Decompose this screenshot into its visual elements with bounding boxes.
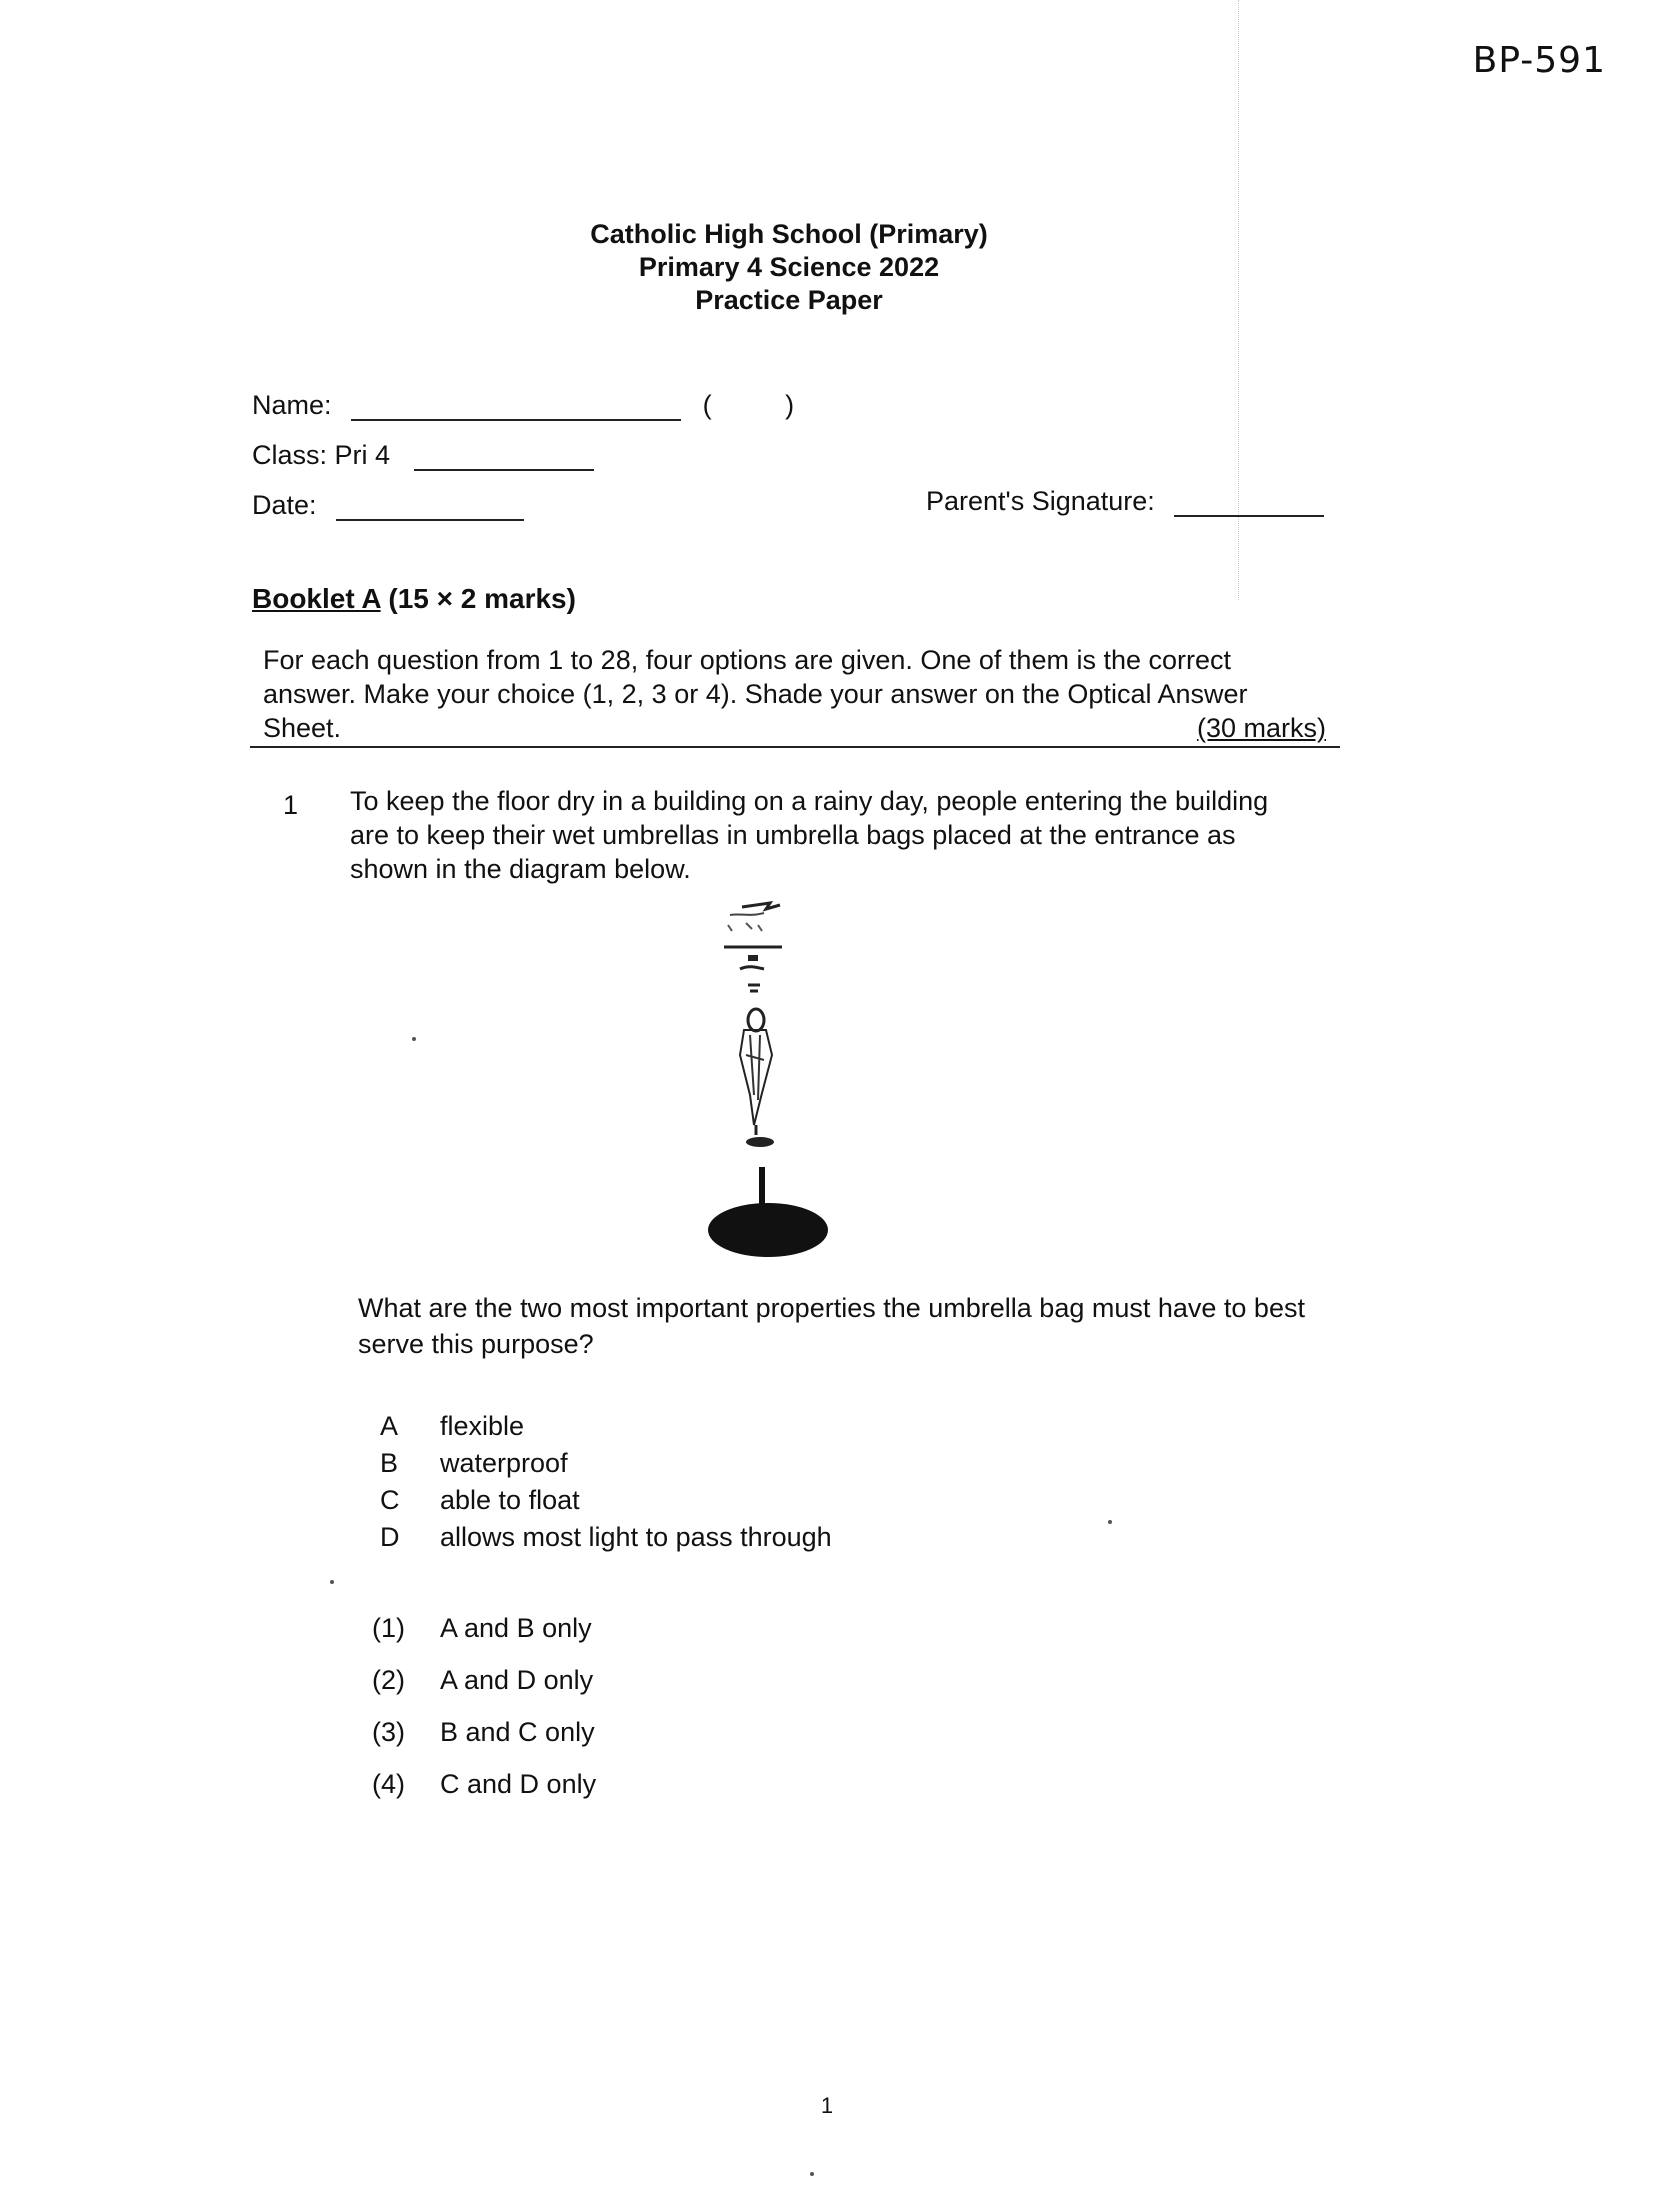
paper-type: Practice Paper — [695, 285, 883, 315]
stand-pole-and-base — [708, 1137, 828, 1257]
umbrella-bag-dispenser-icon — [724, 903, 782, 991]
class-field — [252, 440, 594, 471]
document-code: BP-591 — [1472, 40, 1606, 81]
school-name: Catholic High School (Primary) — [590, 219, 988, 249]
umbrella-bag-icon — [740, 1009, 772, 1135]
answer-option-3[interactable] — [372, 1706, 596, 1758]
answer-text: B and C only — [440, 1717, 595, 1747]
date-label: Date: — [252, 490, 317, 520]
property-text: flexible — [440, 1411, 525, 1441]
index-paren-open: ( — [702, 390, 712, 420]
property-letter: C — [380, 1485, 400, 1515]
answer-options — [372, 1602, 596, 1810]
property-text: waterproof — [440, 1448, 568, 1478]
scan-speck — [1108, 1520, 1112, 1524]
scan-speck — [810, 2172, 814, 2176]
answer-text: A and B only — [440, 1613, 592, 1643]
property-item — [380, 1519, 832, 1556]
umbrella-bag-stand-diagram — [700, 895, 840, 1270]
question-prompt: What are the two most important properties the umbrella bag must have to best serve this purpose? — [358, 1293, 1305, 1359]
booklet-heading — [252, 583, 576, 615]
signature-field — [926, 486, 1324, 517]
property-item — [380, 1445, 832, 1482]
scan-speck — [412, 1037, 416, 1041]
answer-option-4[interactable] — [372, 1758, 596, 1810]
class-label: Class: Pri 4 — [252, 440, 391, 470]
paper-header — [0, 218, 1578, 317]
property-item — [380, 1408, 832, 1445]
answer-text: C and D only — [440, 1769, 597, 1799]
signature-label: Parent's Signature: — [926, 486, 1155, 516]
answer-option-1[interactable] — [372, 1602, 596, 1654]
answer-number: (2) — [372, 1665, 405, 1695]
scan-speck — [330, 1580, 334, 1584]
property-item — [380, 1482, 832, 1519]
question-text: To keep the floor dry in a building on a rainy day, people entering the building are to keep their wet umbrellas in umbrella bags placed at the entrance as shown in the diagram below. — [350, 786, 1269, 884]
subject-line: Primary 4 Science 2022 — [638, 252, 940, 282]
properties-list — [380, 1408, 832, 1556]
booklet-marks: (15 × 2 marks) — [388, 583, 576, 614]
instructions-text: For each question from 1 to 28, four options are given. One of them is the correct answer. Make your choice (1, 2, 3 or 4). Shade your answer on the Optical Answer — [263, 645, 1248, 709]
index-paren-close: ) — [785, 390, 795, 420]
date-blank[interactable] — [336, 519, 524, 521]
property-letter: D — [380, 1522, 400, 1552]
property-text: able to float — [440, 1485, 580, 1515]
instructions-divider — [250, 746, 1340, 748]
answer-text: A and D only — [440, 1665, 594, 1695]
property-letter: B — [380, 1448, 399, 1478]
instructions-last-word: Sheet. — [263, 713, 342, 743]
name-blank[interactable] — [351, 419, 681, 421]
signature-blank[interactable] — [1174, 515, 1324, 517]
answer-number: (3) — [372, 1717, 405, 1747]
total-marks: (30 marks) — [1196, 713, 1326, 743]
property-text: allows most light to pass through — [440, 1522, 832, 1552]
instructions — [263, 643, 1326, 745]
class-blank[interactable] — [414, 469, 594, 471]
property-letter: A — [380, 1411, 399, 1441]
booklet-title: Booklet A — [252, 583, 381, 614]
date-field — [252, 490, 524, 521]
question-number: 1 — [283, 790, 299, 820]
name-label: Name: — [252, 390, 332, 420]
answer-number: (4) — [372, 1769, 405, 1799]
answer-option-2[interactable] — [372, 1654, 596, 1706]
answer-number: (1) — [372, 1613, 405, 1643]
page-number: 1 — [820, 2093, 834, 2118]
name-field — [252, 390, 794, 421]
